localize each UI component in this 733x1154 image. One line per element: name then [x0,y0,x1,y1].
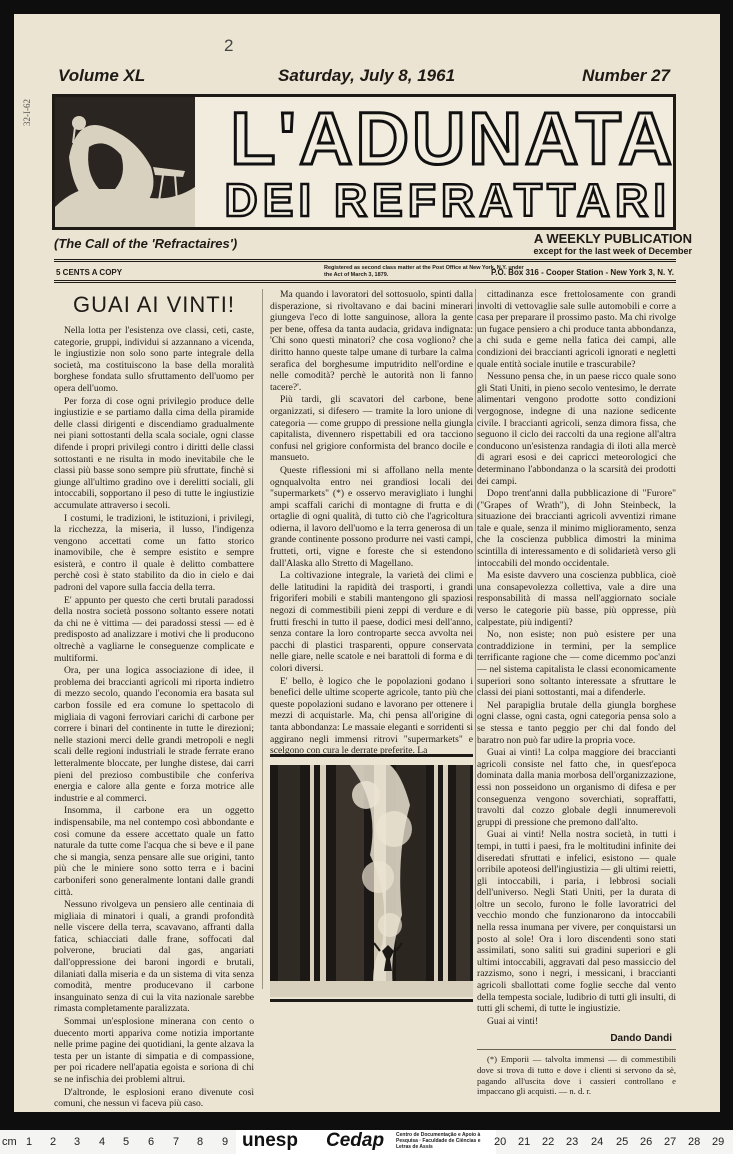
paragraph: Ma esiste davvero una coscienza pubblica, cioè una consapevolezza collettiva, vale a dire una responsabilità di massa nell'aggiornato sociale verso le categorie più basse, più oppresse, più calpestate, più indigenti? [477,570,676,628]
paragraph: Insomma, il carbone era un oggetto indispensabile, ma nel contempo così abbondante e così comune da essere accettato quale un fatto naturale da tutte come l'acqua che si beve e il pane che si mangia, senza pensare alle sue origini, tanto più che le miniere sono sotto terra e i bacini carboniferi sono generalmente lontani dalle grandi città. [54,805,254,898]
cedap-logo: Cedap [326,1130,385,1151]
paragraph: Nel parapiglia brutale della giungla borghese ogni classe, ogni casta, ogni categoria pensa solo a se stessa e tanto peggio per chi dal fondo del baratro non può far udire la propria voce. [477,699,676,746]
info-rule [54,280,676,283]
price-label: 5 CENTS A COPY [56,268,123,277]
article-column-3 [477,289,676,1098]
paragraph: Queste riflessioni mi si affollano nella mente ognqualvolta entro nei grandiosi locali dei "supermarkets" (*) e osservo meravigliato i lunghi ampi scaffali carichi di montagne di frutta e di ortaglie di ogni qualità, di tutto ciò che l'agricoltura odierna, il lavoro dell'uomo e la terra generosa di un grande continente possono produrre nei vasti campi, frutteti, orti, vigne e foreste che si estendono dall'Alaska allo Stretto di Magellano. [270,464,473,569]
paragraph: Più tardi, gli scavatori del carbone, bene organizzati, si difesero — tramite la loro unione di categoria — come gruppo di pressione nella giungla capitalista, divennero rispettabili ed ora tacciono confusi nel grigiore conformista del branco docile e mansueto. [270,394,473,464]
newspaper-page [14,14,720,1112]
paragraph: Ma quando i lavoratori del sottosuolo, spinti dalla disperazione, si rivoltavano e dai bacini minerari giungeva l'eco di lotte sanguinose, allora la gente per bene, offesa da tanta audacia, gridava indignata: 'Chi sono questi minatori? che cosa vogliono? che diritto hanno queste talpe umane di turbare la calma serafica del borghesume imputridito nell'ordine e nelle comodità? perchè le autorità non li fanno tacere?'. [270,289,473,393]
ruler-tick: 25 [616,1136,629,1148]
paragraph: No, non esiste; non può esistere per una contraddizione in termini, per la semplice terrificante ragione che — come dicemmo poc'anzi — nel sistema capitalista le classi economicamente superiori sono soltanto interessate a sfruttare le classi dei piani sottostanti, mai a difenderle. [477,629,676,699]
paragraph: Nessuno rivolgeva un pensiero alle centinaia di migliaia di minatori i quali, a grandi profondità nelle viscere della terra, scavavano, affranti dalla fatica, schiacciati dalle frane, soffocati dal polverone, bruciati dal gas, angariati dall'oppressione dei baroni ingordi e brutali, dilaniati dalla miseria e da un sistema di vita senza comodità, mentre producevano il carbone insanguinato senza di cui la vita nazionale sarebbe rimasta completamente paralizzata. [54,899,254,1015]
ruler-tick: 6 [148,1136,155,1148]
english-subtitle: (The Call of the 'Refractaires') [54,236,238,251]
handwritten-archive-code: 32-I-62 [22,99,32,126]
ruler-tick: 20 [494,1136,507,1148]
volume-label: Volume XL [58,66,146,85]
column-divider [262,289,263,989]
paragraph: I costumi, le tradizioni, le istituzioni, i privilegi, la ricchezza, la miseria, il lusso, l'indigenza vengono accettati come un fatto storico inamovibile, che è sempre esistito e sempre esisterà, e contro il quale è delitto combattere perchè così è stato stabilito da dio in cielo e dai padroni del vapore sulla faccia della terra. [54,512,254,594]
newspaper-title-subline: DEI REFRATTARI [224,174,671,226]
paragraph: Nella lotta per l'esistenza ove classi, ceti, caste, categorie, gruppi, individui si azzannano a vicenda, le ingiustizie non solo sono parte integrale della società, ma costituiscono la base della moralità borghese fondata sullo sfruttamento dell'uomo per opera dell'uomo. [54,325,254,394]
scan-ruler-bar [0,1130,733,1154]
paragraph: Guai ai vinti! Nella nostra società, in tutti i tempi, in tutti i paesi, fra le moltitudini infinite dei diseredati sfruttati e infelici, esistono — quale orribile apoteosi dell'ingiustizia — gli ultimi reietti, gli intoccabili, i paria, i lebbrosi sociali dell'universo. Negli Stati Uniti, per la durata di oltre un secolo, furono le folle lavoratrici del vecchio mondo che funzionarono da intoccabili nella ressa inumana per vivere, per conquistarsi un posto al sole! Ora i loro discendenti sono stati assimilati, sono saliti sui gradini superiori e gli ultimi intoccabili, aggravati dal peso massiccio del razzismo, sono i negri, i messicani, i braccianti agricoli sballottati come foglie secche dal vento della tempesta sociale, ludibrio di tutti gli insulti, di tutti gli schemi, di tutte le ingiustizie. [477,829,676,1015]
paragraph: Ora, per una logica associazione di idee, il problema dei braccianti agricoli mi riporta indietro di mezzo secolo, quando l'economia era basata sul carbon fossile ed era comune lo spettacolo di migliaia di vagoni ferroviari carichi di carbone per correre i binari del continente in tutte le direzioni; nelle stazioni merci delle grandi metropoli e negli scali delle regioni industriali le strade ferrate erano letteralmente bloccate, per lunghe distese, dai carri pieni del prezioso combustibile che conferiva energia e calore alla gente e forza motrice alle industrie e al commerci. [54,665,254,804]
header-rule [54,259,676,262]
unesp-logo: unesp [242,1130,298,1151]
ruler-tick: 28 [688,1136,701,1148]
column-divider [475,289,476,909]
forest-woodcut-art [270,765,473,997]
handwritten-page-number: 2 [224,36,234,55]
ruler-tick: 7 [173,1136,180,1148]
paragraph: La coltivazione integrale, la varietà dei climi e delle latitudini la rapidità dei trasporti, i grandi frigoriferi mobili e stabili mantengono gli spaziosi negozi di commestibili pieni zeppi di verdure e di frutti freschi in tutto il paese, dodici mesi dell'anno, senza contare la loro controparte secca avvolta nei pacchi di plastici trasparenti, oppure conservata nelle giare, nelle scatole e nei barattoli di forma e di colori diversi. [270,570,473,674]
issue-date: Saturday, July 8, 1961 [278,66,456,85]
article-column-2 [270,289,473,758]
ruler-tick: 22 [542,1136,555,1148]
author-signature: Dando Dandi [610,1033,672,1045]
paragraph: Guai ai vinti! [487,1015,539,1027]
ruler-tick: 3 [74,1136,81,1148]
ruler-tick: 2 [50,1136,57,1148]
ruler-tick: 8 [197,1136,204,1148]
masthead-woodcut-illustration [55,97,195,227]
publication-frequency [533,231,692,256]
masthead [52,94,676,230]
footnote-text: (*) Emporii — talvolta immensi — di commestibili dove si trova di tutto e dove i clienti si servono da sè, pagando all'uscita dove i cassieri controllano e impaccano gli acquisti. — n. d. r. [477,1054,676,1097]
ruler-tick: 5 [123,1136,130,1148]
ruler-tick: 21 [518,1136,531,1148]
article-title: GUAI AI VINTI! [73,292,235,317]
paragraph: Nessuno pensa che, in un paese ricco quale sono gli Stati Uniti, in pieno secolo ventesimo, le derrate alimentari vengono prodotte sotto condizioni vergognose, indegne di una nazione sedicente civile. I braccianti agricoli, senza dimora fissa, che seguono il ciclo dei raccolti da una regione all'altra conducono un'esistenza randagia di iloti alla mercè di agrari esosi e dei capricci meteorologici che determinano l'abbondanza o la scarsità dei prodotti dei campi. [477,371,676,487]
paragraph: D'altronde, le esplosioni erano divenute così comuni, che nessun vi faceva più caso. [54,1086,254,1110]
issue-header [58,66,670,94]
issue-number: Number 27 [582,66,670,85]
forest-woodcut-illustration [270,754,473,1002]
paragraph: E' bello, è logico che le popolazioni godano i benefici delle ultime scoperte agricole, tanto più che queste popolazioni sudano e lavorano per ottenere i mezzi di acquistarle. Ma, chi pensa all'origine di tanta abbondanza: Le massaie eleganti e sorridenti si aggirano negli immensi ritrovi "supermarkets" e scelgono con cura le derrate preferite. La [270,675,473,757]
paragraph: cittadinanza esce frettolosamente con grandi involti di vettovaglie sale sulle automobili e corre a casa per preparare il prossimo pasto. Ma chi rivolge un fugace pensiero a chi produce tanta abbondanza, a chi suda e geme nella fatica dei campi, alle condizioni dei braccianti agricoli ignorati e negletti quale entità sociale inutile e trascurabile? [477,289,677,370]
footnote [477,1049,676,1097]
ruler-tick: 27 [664,1136,677,1148]
paragraph: E' appunto per questo che certi brutali paradossi della nostra società possono soltanto essere notati da chi ne è vittima — dei paradossi stessi — ed è predisposto ad analizzare i motivi che li producono oltrechè a vagliarne le conseguenze complicate e multiformi. [54,594,254,664]
weekly-label: A WEEKLY PUBLICATION [533,231,692,246]
ruler-unit: cm [2,1136,17,1148]
article-column-1 [54,289,254,1111]
ruler-tick: 1 [26,1136,33,1148]
paragraph: Sommai un'esplosione minerana con cento o duecento morti appariva come notizia importante nelle prime pagine dei quotidiani, la gente alzava la testa per un istante di simpatia e di compassione, per poi ricadere nell'apatia egoista e sorionа di chi se ne infischia dei problemi altrui. [54,1016,254,1085]
ruler-tick: 29 [712,1136,725,1148]
ruler-tick: 24 [591,1136,604,1148]
weekly-exception: except for the last week of December [533,246,692,256]
newspaper-title: L'ADUNATA [230,97,675,180]
paragraph: Guai ai vinti! La colpa maggiore dei braccianti agricoli consiste nel fatto che, in quest'epoca dominata dalla mania morbosa dell'organizzazione, essi non posseidono un organismo di difesa e per conseguenza vengono soverchiati, sopraffatti, travolti dal cozzo globale degli innumerevoli gruppi di pressione che premono dall'alto. [477,747,676,828]
po-box-address: P.O. Box 316 - Cooper Station - New York 3, N. Y. [490,268,674,277]
ruler-tick: 23 [566,1136,579,1148]
postal-registration: Registered as second class matter at the Post Office at New York, N.Y. under the Act of March 3, 1879. [324,265,524,278]
paragraph: Dopo trent'anni dalla pubblicazione di "Furore" ("Grapes of Wrath"), di John Steinbeck, la situazione dei braccianti agricoli avventizi rimane tale e quale, senza il minimo miglioramento, senza che la coscienza pubblica dimostri la minima scintilla di interessamento e di solidarietà verso gli intoccabili del mondo occidentale. [477,488,676,569]
paragraph: Per forza di cose ogni privilegio produce delle ingiustizie e se partiamo dalla cima della piramide delle classi dirigenti e discendiamo gradualmente nei piani sottostanti della scala sociale, ogni classe difende i propri privilegi contro i diritti delle classi sottostanti e ne risulta in modo inevitabile che le classi più basse sono sempre più sfruttate, finchè si giunge all'ultimo gradino ove i derelitti sociali, gli intoccabili, sopportano il peso di tutte le ingiustizie accumulate attraverso i secoli. [54,395,254,511]
ruler-tick: 9 [222,1136,229,1148]
ruler-tick: 4 [99,1136,106,1148]
cedap-logo-caption: Centro de Documentação e Apoio à Pesquisa · Faculdade de Ciências e Letras de Assis [396,1132,481,1150]
ruler-tick: 26 [640,1136,653,1148]
